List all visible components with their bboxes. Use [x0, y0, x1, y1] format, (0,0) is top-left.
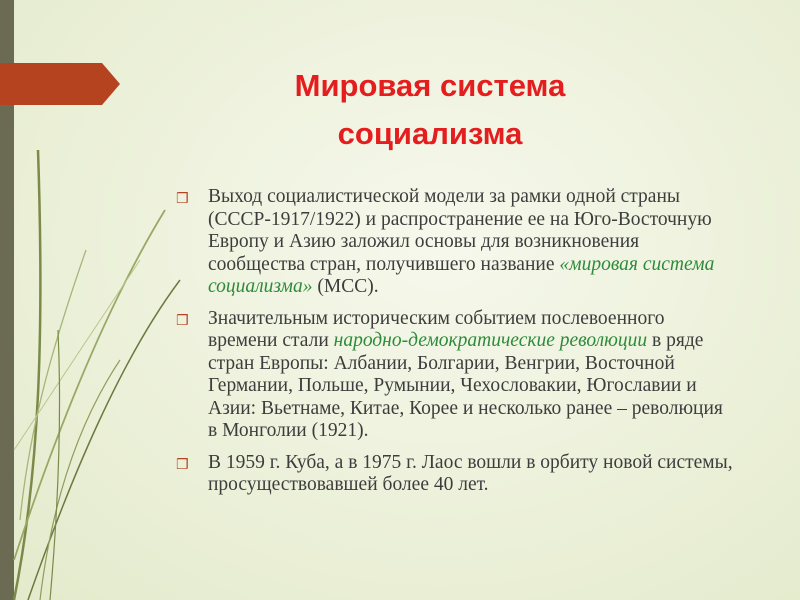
bullet-text — [208, 186, 736, 299]
bullet-icon: ❒ — [176, 312, 189, 329]
bullet-icon: ❒ — [176, 191, 189, 207]
bullet-text — [208, 308, 736, 443]
bullet-text-part: Выход социалистической модели за рамки одной страны (СССР-1917/1922) и распространение ее на Юго-Восточную Европу и Азию заложил основы для возникновения сообщества стран, получившего название — [208, 186, 712, 275]
bullet-text-part: в ряде стран Европы: Албании, Болгарии, Венгрии, Восточной Германии, Польше, Румынии, Чехословакии, Югославии и Азии: Вьетнаме, Китае, Корее и несколько ранее – революция в Монголии (1921). — [208, 330, 723, 441]
title-line-1: Мировая система — [294, 68, 566, 103]
bullet-list — [176, 186, 736, 506]
list-item — [176, 186, 736, 299]
highlight-term: народно-демократические революции — [333, 330, 648, 351]
title-arrow-marker — [0, 63, 120, 105]
list-item — [176, 308, 736, 443]
title-line-2: социализма — [337, 116, 523, 151]
slide-title — [170, 62, 690, 158]
bullet-icon: ❒ — [176, 456, 189, 473]
list-item — [176, 452, 736, 497]
bullet-text-part: (МСС). — [312, 276, 379, 297]
bullet-text-part: Значительным историческим событием послевоенного времени стали — [208, 307, 665, 351]
highlight-term: «мировая система социализма» — [208, 253, 715, 297]
bullet-text: В 1959 г. Куба, а в 1975 г. Лаос вошли в орбиту новой системы, просуществовавшей более 40 лет. — [208, 451, 733, 495]
